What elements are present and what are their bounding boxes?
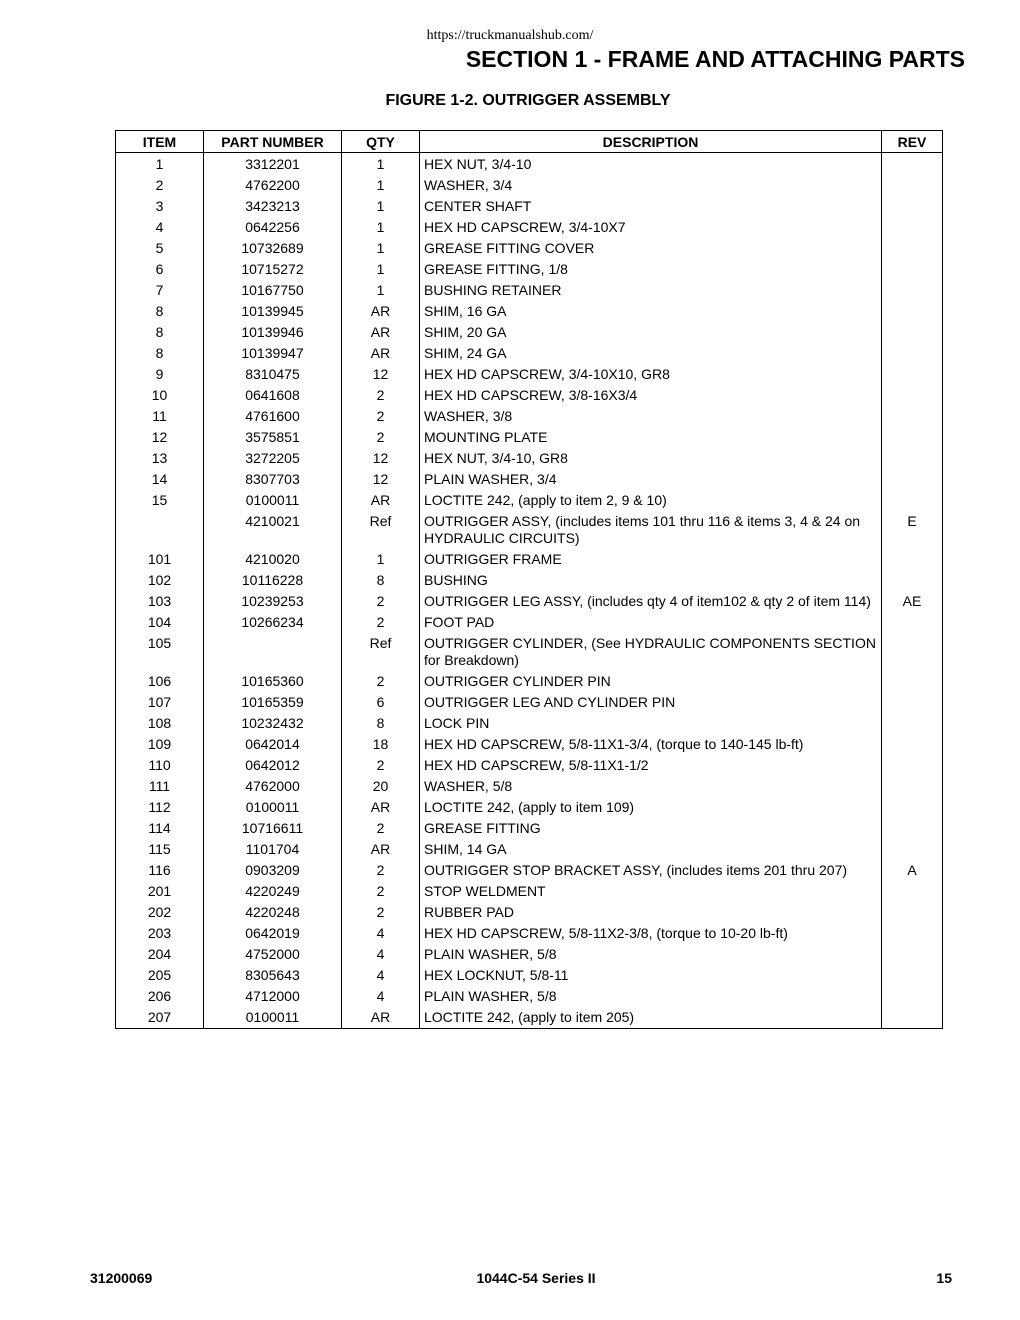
qty-cell: 1 bbox=[342, 175, 420, 196]
description-cell: SHIM, 24 GA bbox=[420, 343, 882, 364]
part-number-cell: 10266234 bbox=[204, 612, 342, 633]
description-cell: GREASE FITTING COVER bbox=[420, 238, 882, 259]
header-part-number: PART NUMBER bbox=[204, 131, 342, 153]
part-number-cell: 10732689 bbox=[204, 238, 342, 259]
table-row bbox=[116, 860, 943, 881]
description-cell: PLAIN WASHER, 3/4 bbox=[420, 469, 882, 490]
rev-cell bbox=[882, 881, 943, 902]
rev-cell bbox=[882, 965, 943, 986]
qty-cell: 2 bbox=[342, 881, 420, 902]
rev-cell bbox=[882, 797, 943, 818]
rev-cell bbox=[882, 776, 943, 797]
item-cell: 5 bbox=[116, 238, 204, 259]
description-cell: OUTRIGGER CYLINDER PIN bbox=[420, 671, 882, 692]
part-number-cell: 4762000 bbox=[204, 776, 342, 797]
source-url[interactable]: https://truckmanualshub.com/ bbox=[426, 28, 594, 43]
qty-cell: 2 bbox=[342, 385, 420, 406]
qty-cell: 1 bbox=[342, 153, 420, 176]
rev-cell bbox=[882, 385, 943, 406]
description-cell: LOCTITE 242, (apply to item 109) bbox=[420, 797, 882, 818]
part-number-cell: 8307703 bbox=[204, 469, 342, 490]
table-row bbox=[116, 734, 943, 755]
qty-cell: AR bbox=[342, 322, 420, 343]
item-cell: 9 bbox=[116, 364, 204, 385]
table-row bbox=[116, 839, 943, 860]
table-row bbox=[116, 343, 943, 364]
description-cell: HEX HD CAPSCREW, 3/4-10X7 bbox=[420, 217, 882, 238]
part-number-cell: 3575851 bbox=[204, 427, 342, 448]
description-cell: SHIM, 14 GA bbox=[420, 839, 882, 860]
part-number-cell: 4761600 bbox=[204, 406, 342, 427]
description-cell: HEX HD CAPSCREW, 3/8-16X3/4 bbox=[420, 385, 882, 406]
qty-cell: AR bbox=[342, 301, 420, 322]
footer-doc-number: 31200069 bbox=[90, 1270, 153, 1286]
table-row bbox=[116, 755, 943, 776]
table-row bbox=[116, 511, 943, 549]
qty-cell: 12 bbox=[342, 364, 420, 385]
description-cell: HEX HD CAPSCREW, 5/8-11X1-3/4, (torque to 140-145 lb-ft) bbox=[420, 734, 882, 755]
description-cell: GREASE FITTING, 1/8 bbox=[420, 259, 882, 280]
description-cell: LOCTITE 242, (apply to item 205) bbox=[420, 1007, 882, 1029]
part-number-cell: 8305643 bbox=[204, 965, 342, 986]
description-cell: HEX HD CAPSCREW, 5/8-11X2-3/8, (torque to 10-20 lb-ft) bbox=[420, 923, 882, 944]
part-number-cell: 4210021 bbox=[204, 511, 342, 549]
rev-cell bbox=[882, 839, 943, 860]
description-cell: OUTRIGGER ASSY, (includes items 101 thru 116 & items 3, 4 & 24 on HYDRAULIC CIRCUITS) bbox=[420, 511, 882, 549]
part-number-cell: 3272205 bbox=[204, 448, 342, 469]
parts-table bbox=[115, 130, 943, 1029]
part-number-cell: 10139945 bbox=[204, 301, 342, 322]
table-header-row bbox=[116, 131, 943, 153]
table-row bbox=[116, 385, 943, 406]
item-cell: 109 bbox=[116, 734, 204, 755]
qty-cell: 1 bbox=[342, 217, 420, 238]
figure-title: FIGURE 1-2. OUTRIGGER ASSEMBLY bbox=[385, 92, 671, 109]
table-row bbox=[116, 490, 943, 511]
table-row bbox=[116, 776, 943, 797]
item-cell: 13 bbox=[116, 448, 204, 469]
item-cell: 7 bbox=[116, 280, 204, 301]
qty-cell: 2 bbox=[342, 591, 420, 612]
part-number-cell: 4220248 bbox=[204, 902, 342, 923]
part-number-cell: 10165359 bbox=[204, 692, 342, 713]
part-number-cell: 10139947 bbox=[204, 343, 342, 364]
table-row bbox=[116, 944, 943, 965]
section-title: SECTION 1 - FRAME AND ATTACHING PARTS bbox=[465, 46, 965, 72]
description-cell: MOUNTING PLATE bbox=[420, 427, 882, 448]
rev-cell bbox=[882, 986, 943, 1007]
qty-cell: 4 bbox=[342, 965, 420, 986]
rev-cell bbox=[882, 902, 943, 923]
qty-cell: 2 bbox=[342, 860, 420, 881]
rev-cell bbox=[882, 671, 943, 692]
description-cell: HEX NUT, 3/4-10 bbox=[420, 153, 882, 176]
description-cell: GREASE FITTING bbox=[420, 818, 882, 839]
rev-cell bbox=[882, 364, 943, 385]
rev-cell bbox=[882, 448, 943, 469]
table-row bbox=[116, 259, 943, 280]
rev-cell bbox=[882, 196, 943, 217]
description-cell: HEX LOCKNUT, 5/8-11 bbox=[420, 965, 882, 986]
rev-cell bbox=[882, 343, 943, 364]
table-row bbox=[116, 364, 943, 385]
part-number-cell: 4762200 bbox=[204, 175, 342, 196]
rev-cell bbox=[882, 469, 943, 490]
description-cell: PLAIN WASHER, 5/8 bbox=[420, 944, 882, 965]
rev-cell bbox=[882, 301, 943, 322]
qty-cell: 8 bbox=[342, 570, 420, 591]
part-number-cell: 4220249 bbox=[204, 881, 342, 902]
rev-cell bbox=[882, 238, 943, 259]
rev-cell bbox=[882, 549, 943, 570]
part-number-cell: 3312201 bbox=[204, 153, 342, 176]
item-cell: 206 bbox=[116, 986, 204, 1007]
rev-cell bbox=[882, 612, 943, 633]
description-cell: OUTRIGGER CYLINDER, (See HYDRAULIC COMPONENTS SECTION for Breakdown) bbox=[420, 633, 882, 671]
part-number-cell: 3423213 bbox=[204, 196, 342, 217]
table-row bbox=[116, 986, 943, 1007]
description-cell: LOCK PIN bbox=[420, 713, 882, 734]
qty-cell: 6 bbox=[342, 692, 420, 713]
item-cell: 114 bbox=[116, 818, 204, 839]
qty-cell: 12 bbox=[342, 448, 420, 469]
item-cell: 8 bbox=[116, 301, 204, 322]
description-cell: PLAIN WASHER, 5/8 bbox=[420, 986, 882, 1007]
part-number-cell: 0642019 bbox=[204, 923, 342, 944]
rev-cell bbox=[882, 259, 943, 280]
rev-cell bbox=[882, 755, 943, 776]
table-row bbox=[116, 818, 943, 839]
qty-cell: 2 bbox=[342, 671, 420, 692]
part-number-cell: 10165360 bbox=[204, 671, 342, 692]
item-cell: 106 bbox=[116, 671, 204, 692]
item-cell: 108 bbox=[116, 713, 204, 734]
item-cell: 115 bbox=[116, 839, 204, 860]
table-row bbox=[116, 280, 943, 301]
description-cell: STOP WELDMENT bbox=[420, 881, 882, 902]
item-cell: 14 bbox=[116, 469, 204, 490]
qty-cell: AR bbox=[342, 1007, 420, 1029]
rev-cell bbox=[882, 427, 943, 448]
description-cell: FOOT PAD bbox=[420, 612, 882, 633]
qty-cell: 1 bbox=[342, 196, 420, 217]
header-qty: QTY bbox=[342, 131, 420, 153]
item-cell bbox=[116, 511, 204, 549]
item-cell: 201 bbox=[116, 881, 204, 902]
table-row bbox=[116, 570, 943, 591]
part-number-cell: 0642012 bbox=[204, 755, 342, 776]
footer-model: 1044C-54 Series II bbox=[476, 1270, 596, 1286]
rev-cell bbox=[882, 1007, 943, 1029]
table-row bbox=[116, 1007, 943, 1029]
description-cell: WASHER, 3/4 bbox=[420, 175, 882, 196]
rev-cell bbox=[882, 944, 943, 965]
rev-cell bbox=[882, 818, 943, 839]
description-cell: HEX NUT, 3/4-10, GR8 bbox=[420, 448, 882, 469]
table-row bbox=[116, 153, 943, 176]
qty-cell: 12 bbox=[342, 469, 420, 490]
description-cell: OUTRIGGER STOP BRACKET ASSY, (includes items 201 thru 207) bbox=[420, 860, 882, 881]
part-number-cell: 0903209 bbox=[204, 860, 342, 881]
part-number-cell: 8310475 bbox=[204, 364, 342, 385]
qty-cell: Ref bbox=[342, 511, 420, 549]
qty-cell: 2 bbox=[342, 612, 420, 633]
rev-cell bbox=[882, 490, 943, 511]
part-number-cell: 4712000 bbox=[204, 986, 342, 1007]
part-number-cell: 0100011 bbox=[204, 490, 342, 511]
description-cell: CENTER SHAFT bbox=[420, 196, 882, 217]
footer-page-number: 15 bbox=[936, 1270, 952, 1286]
part-number-cell: 4752000 bbox=[204, 944, 342, 965]
item-cell: 116 bbox=[116, 860, 204, 881]
part-number-cell: 10239253 bbox=[204, 591, 342, 612]
parts-table-body bbox=[116, 153, 943, 1029]
part-number-cell: 10167750 bbox=[204, 280, 342, 301]
item-cell: 205 bbox=[116, 965, 204, 986]
header-item: ITEM bbox=[116, 131, 204, 153]
rev-cell: E bbox=[882, 511, 943, 549]
item-cell: 207 bbox=[116, 1007, 204, 1029]
rev-cell bbox=[882, 322, 943, 343]
table-row bbox=[116, 217, 943, 238]
qty-cell: AR bbox=[342, 343, 420, 364]
rev-cell bbox=[882, 692, 943, 713]
table-row bbox=[116, 238, 943, 259]
header-description: DESCRIPTION bbox=[420, 131, 882, 153]
item-cell: 11 bbox=[116, 406, 204, 427]
qty-cell: 2 bbox=[342, 406, 420, 427]
rev-cell bbox=[882, 217, 943, 238]
item-cell: 103 bbox=[116, 591, 204, 612]
table-row bbox=[116, 427, 943, 448]
table-row bbox=[116, 965, 943, 986]
part-number-cell: 4210020 bbox=[204, 549, 342, 570]
description-cell: SHIM, 20 GA bbox=[420, 322, 882, 343]
rev-cell bbox=[882, 633, 943, 671]
part-number-cell: 10232432 bbox=[204, 713, 342, 734]
qty-cell: 4 bbox=[342, 986, 420, 1007]
table-row bbox=[116, 549, 943, 570]
item-cell: 101 bbox=[116, 549, 204, 570]
part-number-cell: 0642014 bbox=[204, 734, 342, 755]
table-row bbox=[116, 175, 943, 196]
part-number-cell bbox=[204, 633, 342, 671]
description-cell: LOCTITE 242, (apply to item 2, 9 & 10) bbox=[420, 490, 882, 511]
description-cell: OUTRIGGER LEG ASSY, (includes qty 4 of item102 & qty 2 of item 114) bbox=[420, 591, 882, 612]
table-row bbox=[116, 196, 943, 217]
qty-cell: Ref bbox=[342, 633, 420, 671]
table-row bbox=[116, 671, 943, 692]
rev-cell bbox=[882, 734, 943, 755]
part-number-cell: 0100011 bbox=[204, 797, 342, 818]
item-cell: 102 bbox=[116, 570, 204, 591]
description-cell: WASHER, 3/8 bbox=[420, 406, 882, 427]
rev-cell bbox=[882, 713, 943, 734]
header-rev: REV bbox=[882, 131, 943, 153]
qty-cell: 8 bbox=[342, 713, 420, 734]
description-cell: OUTRIGGER FRAME bbox=[420, 549, 882, 570]
item-cell: 1 bbox=[116, 153, 204, 176]
table-row bbox=[116, 406, 943, 427]
rev-cell bbox=[882, 923, 943, 944]
part-number-cell: 1101704 bbox=[204, 839, 342, 860]
rev-cell bbox=[882, 406, 943, 427]
item-cell: 111 bbox=[116, 776, 204, 797]
table-row bbox=[116, 633, 943, 671]
qty-cell: 4 bbox=[342, 923, 420, 944]
part-number-cell: 10139946 bbox=[204, 322, 342, 343]
description-cell: BUSHING bbox=[420, 570, 882, 591]
item-cell: 203 bbox=[116, 923, 204, 944]
part-number-cell: 10716611 bbox=[204, 818, 342, 839]
table-row bbox=[116, 881, 943, 902]
table-row bbox=[116, 923, 943, 944]
table-row bbox=[116, 301, 943, 322]
item-cell: 15 bbox=[116, 490, 204, 511]
item-cell: 202 bbox=[116, 902, 204, 923]
qty-cell: 2 bbox=[342, 427, 420, 448]
item-cell: 107 bbox=[116, 692, 204, 713]
description-cell: SHIM, 16 GA bbox=[420, 301, 882, 322]
rev-cell bbox=[882, 280, 943, 301]
description-cell: HEX HD CAPSCREW, 3/4-10X10, GR8 bbox=[420, 364, 882, 385]
description-cell: BUSHING RETAINER bbox=[420, 280, 882, 301]
qty-cell: 1 bbox=[342, 549, 420, 570]
description-cell: OUTRIGGER LEG AND CYLINDER PIN bbox=[420, 692, 882, 713]
part-number-cell: 0100011 bbox=[204, 1007, 342, 1029]
item-cell: 2 bbox=[116, 175, 204, 196]
part-number-cell: 0642256 bbox=[204, 217, 342, 238]
item-cell: 8 bbox=[116, 343, 204, 364]
table-row bbox=[116, 322, 943, 343]
item-cell: 12 bbox=[116, 427, 204, 448]
table-row bbox=[116, 612, 943, 633]
rev-cell bbox=[882, 570, 943, 591]
item-cell: 110 bbox=[116, 755, 204, 776]
table-row bbox=[116, 902, 943, 923]
rev-cell: AE bbox=[882, 591, 943, 612]
table-row bbox=[116, 448, 943, 469]
item-cell: 3 bbox=[116, 196, 204, 217]
rev-cell bbox=[882, 175, 943, 196]
table-row bbox=[116, 713, 943, 734]
qty-cell: 18 bbox=[342, 734, 420, 755]
qty-cell: 2 bbox=[342, 755, 420, 776]
part-number-cell: 0641608 bbox=[204, 385, 342, 406]
qty-cell: AR bbox=[342, 797, 420, 818]
table-row bbox=[116, 692, 943, 713]
part-number-cell: 10116228 bbox=[204, 570, 342, 591]
table-row bbox=[116, 797, 943, 818]
item-cell: 4 bbox=[116, 217, 204, 238]
qty-cell: 1 bbox=[342, 259, 420, 280]
qty-cell: 2 bbox=[342, 818, 420, 839]
description-cell: RUBBER PAD bbox=[420, 902, 882, 923]
qty-cell: AR bbox=[342, 490, 420, 511]
item-cell: 105 bbox=[116, 633, 204, 671]
item-cell: 112 bbox=[116, 797, 204, 818]
qty-cell: 20 bbox=[342, 776, 420, 797]
qty-cell: 2 bbox=[342, 902, 420, 923]
rev-cell: A bbox=[882, 860, 943, 881]
qty-cell: 1 bbox=[342, 280, 420, 301]
description-cell: HEX HD CAPSCREW, 5/8-11X1-1/2 bbox=[420, 755, 882, 776]
table-row bbox=[116, 591, 943, 612]
qty-cell: AR bbox=[342, 839, 420, 860]
item-cell: 6 bbox=[116, 259, 204, 280]
table-row bbox=[116, 469, 943, 490]
item-cell: 204 bbox=[116, 944, 204, 965]
rev-cell bbox=[882, 153, 943, 176]
item-cell: 104 bbox=[116, 612, 204, 633]
item-cell: 10 bbox=[116, 385, 204, 406]
qty-cell: 1 bbox=[342, 238, 420, 259]
description-cell: WASHER, 5/8 bbox=[420, 776, 882, 797]
item-cell: 8 bbox=[116, 322, 204, 343]
part-number-cell: 10715272 bbox=[204, 259, 342, 280]
qty-cell: 4 bbox=[342, 944, 420, 965]
